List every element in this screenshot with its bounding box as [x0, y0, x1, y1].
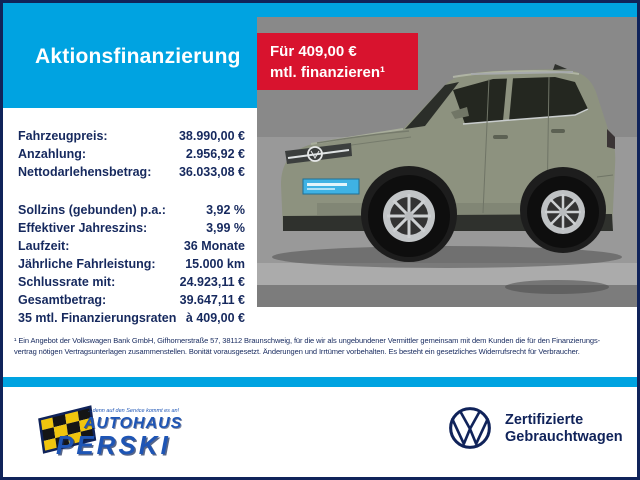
dealer-name-line2: PERSKI [56, 430, 171, 460]
row-value: à 409,00 € [185, 311, 245, 325]
dealer-logo [36, 396, 226, 468]
header-panel [3, 3, 257, 108]
footnote-line1: ¹ Ein Angebot der Volkswagen Bank GmbH, Gifhornerstraße 57, 38112 Braunschweig, für die wir als ungebundener Vermittler gemeinsam mit dem Kunden die für den Finanzierungs- [14, 336, 601, 345]
row-value: 36 Monate [183, 239, 245, 253]
table-row [18, 291, 245, 309]
row-label: Gesamtbetrag: [18, 293, 107, 307]
table-row [18, 273, 245, 291]
row-label: Laufzeit: [18, 239, 70, 253]
dealer-tagline: ...denn auf den Service kommt es an! [88, 408, 180, 414]
row-label: Effektiver Jahreszins: [18, 221, 148, 235]
table-row [18, 237, 245, 255]
certified-used-label [505, 412, 623, 446]
row-value: 39.647,11 € [179, 293, 245, 307]
row-label: Sollzins (gebunden) p.a.: [18, 203, 166, 217]
financing-details-block [18, 201, 245, 327]
row-label: Jährliche Fahrleistung: [18, 257, 156, 271]
legal-footnote [14, 335, 630, 357]
table-row [18, 255, 245, 273]
row-value: 38.990,00 € [178, 129, 245, 143]
certified-line2: Gebrauchtwagen [505, 429, 623, 445]
dealer-name-line1: AUTOHAUS [84, 415, 183, 432]
table-row [18, 127, 245, 145]
row-label: Nettodarlehensbetrag: [18, 165, 152, 179]
table-row [18, 201, 245, 219]
badge-line2: mtl. finanzieren¹ [270, 64, 386, 81]
row-label: 35 mtl. Finanzierungsraten [18, 311, 177, 325]
page-title: Aktionsfinanzierung [35, 45, 241, 68]
table-row [18, 309, 245, 327]
row-value: 3,99 % [206, 221, 245, 235]
row-label: Schlussrate mit: [18, 275, 116, 289]
certified-line1: Zertifizierte [505, 412, 584, 428]
row-label: Fahrzeugpreis: [18, 129, 108, 143]
row-value: 2.956,92 € [185, 147, 245, 161]
row-value: 36.033,08 € [178, 165, 245, 179]
footnote-line2: vertrag nötigen Vertragsunterlagen zusammenstellen. Bonität vorausgesetzt. Änderungen und Irrtümer vorbehalten. Es besteht ein gesetzliches Widerrufsrecht für Verbraucher. [14, 347, 580, 356]
blue-divider [3, 377, 637, 387]
table-row [18, 219, 245, 237]
financing-price-block [18, 127, 245, 181]
table-row [18, 145, 245, 163]
vw-logo-icon [448, 406, 492, 450]
row-value: 15.000 km [185, 257, 245, 271]
monthly-rate-badge [257, 33, 418, 90]
row-label: Anzahlung: [18, 147, 87, 161]
row-value: 24.923,11 € [179, 275, 245, 289]
row-value: 3,92 % [206, 203, 245, 217]
table-row [18, 163, 245, 181]
badge-line1: Für 409,00 € [270, 43, 357, 60]
